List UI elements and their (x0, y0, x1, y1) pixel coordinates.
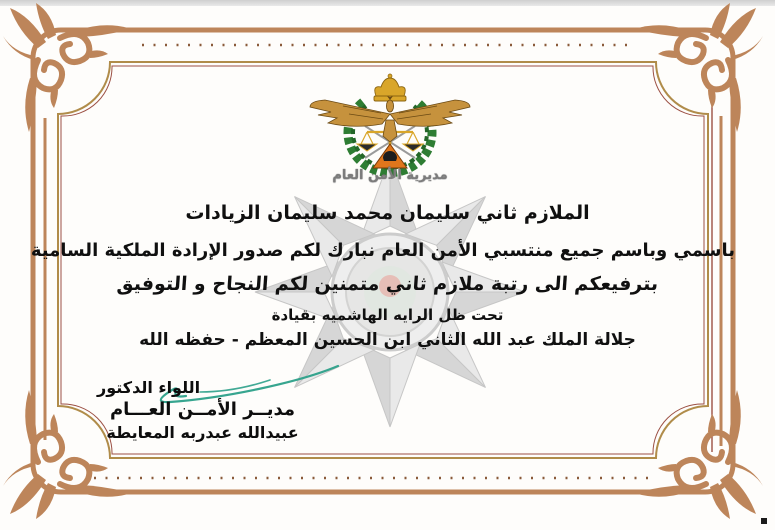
signature-block (85, 378, 320, 442)
banner-line: تحت ظل الرايه الهاشميه بقيادة (271, 306, 504, 324)
congratulation-line: باسمي وباسم جميع منتسبي الأمن العام نبارك لكم صدور الإرادة الملكية السامية (30, 240, 735, 261)
signatory-name: عبيدالله عبدربه المعايطة (106, 423, 299, 442)
scan-dot-artifact (761, 518, 767, 524)
signatory-rank: اللواء الدكتور (97, 378, 201, 397)
recipient-name-line: الملازم ثاني سليمان محمد سليمان الزيادات (185, 202, 590, 224)
king-line: جلالة الملك عبد الله الثاني ابن الحسين المعظم - حفظه الله (139, 330, 636, 350)
promotion-line: بترفيعكم الى رتبة ملازم ثاني متمنين لكم النجاح و التوفيق (116, 273, 659, 295)
emblem-caption: مديرية الأمن العام (332, 168, 448, 183)
signatory-position: مديــر الأمــن العـــام (109, 399, 296, 420)
